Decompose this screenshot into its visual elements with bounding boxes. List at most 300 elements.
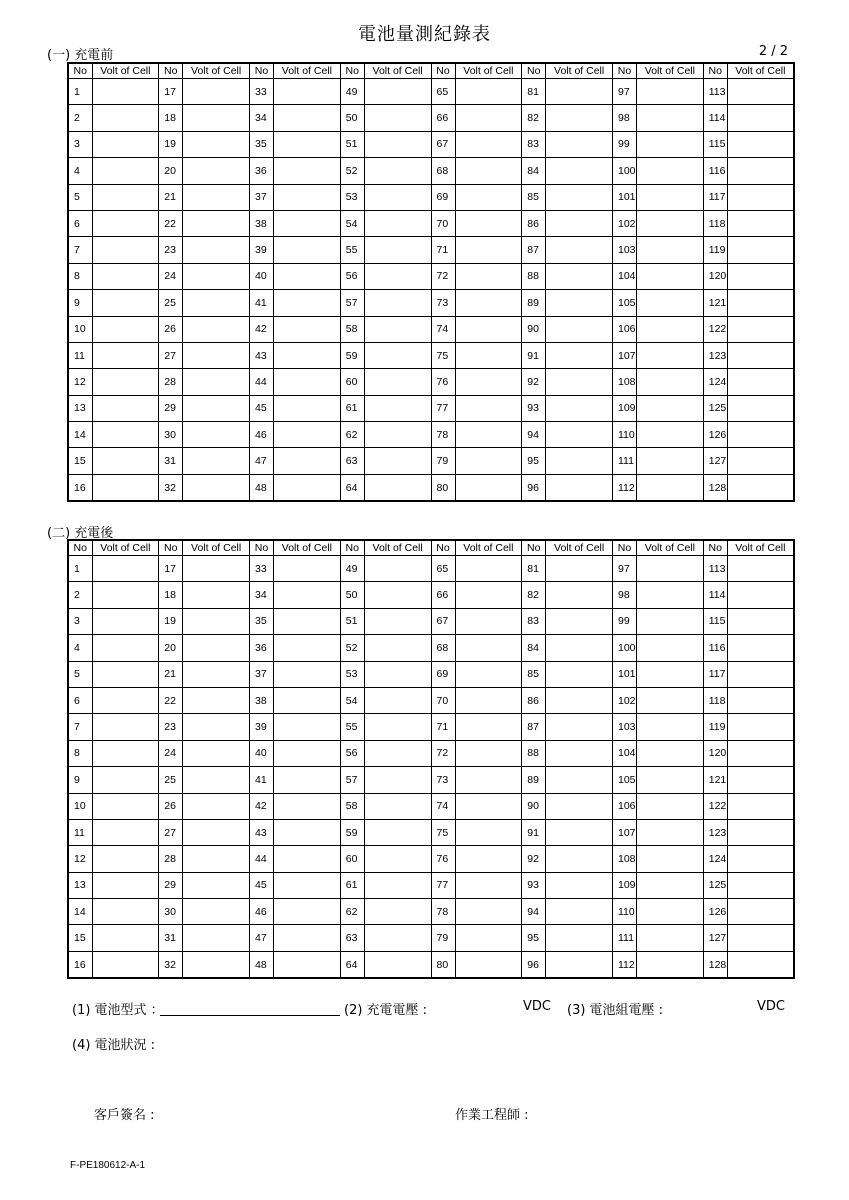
volt-of-cell-input[interactable] xyxy=(727,608,794,634)
volt-of-cell-input[interactable] xyxy=(274,105,341,131)
cell-number: 108 xyxy=(613,369,637,395)
table-header-row xyxy=(68,540,794,556)
volt-of-cell-input[interactable] xyxy=(455,316,522,342)
cell-number: 57 xyxy=(340,290,364,316)
volt-of-cell-input[interactable] xyxy=(183,899,250,925)
volt-of-cell-input[interactable] xyxy=(546,474,613,501)
cell-number: 32 xyxy=(159,474,183,501)
volt-of-cell-input[interactable] xyxy=(364,369,431,395)
volt-of-cell-input[interactable] xyxy=(92,740,159,766)
volt-of-cell-input[interactable] xyxy=(637,79,704,105)
volt-of-cell-input[interactable] xyxy=(364,342,431,368)
volt-of-cell-input[interactable] xyxy=(546,872,613,898)
volt-of-cell-input[interactable] xyxy=(183,290,250,316)
volt-of-cell-input[interactable] xyxy=(727,422,794,448)
cell-number: 49 xyxy=(340,556,364,582)
volt-of-cell-input[interactable] xyxy=(455,184,522,210)
volt-of-cell-input[interactable] xyxy=(727,316,794,342)
volt-of-cell-input[interactable] xyxy=(546,687,613,713)
volt-of-cell-input[interactable] xyxy=(727,395,794,421)
volt-of-cell-input[interactable] xyxy=(727,448,794,474)
volt-of-cell-input[interactable] xyxy=(364,740,431,766)
volt-of-cell-input[interactable] xyxy=(92,925,159,951)
volt-of-cell-input[interactable] xyxy=(92,369,159,395)
volt-of-cell-input[interactable] xyxy=(364,237,431,263)
volt-of-cell-input[interactable] xyxy=(727,210,794,236)
volt-of-cell-input[interactable] xyxy=(92,714,159,740)
column-header-no: No xyxy=(250,540,274,556)
cell-number: 66 xyxy=(431,105,455,131)
volt-of-cell-input[interactable] xyxy=(546,635,613,661)
volt-of-cell-input[interactable] xyxy=(727,582,794,608)
volt-of-cell-input[interactable] xyxy=(727,661,794,687)
volt-of-cell-input[interactable] xyxy=(92,263,159,289)
volt-of-cell-input[interactable] xyxy=(92,582,159,608)
volt-of-cell-input[interactable] xyxy=(727,474,794,501)
volt-of-cell-input[interactable] xyxy=(637,635,704,661)
volt-of-cell-input[interactable] xyxy=(727,635,794,661)
volt-of-cell-input[interactable] xyxy=(455,740,522,766)
volt-of-cell-input[interactable] xyxy=(455,872,522,898)
volt-of-cell-input[interactable] xyxy=(546,582,613,608)
cell-number: 52 xyxy=(340,635,364,661)
volt-of-cell-input[interactable] xyxy=(455,556,522,582)
volt-of-cell-input[interactable] xyxy=(637,105,704,131)
volt-of-cell-input[interactable] xyxy=(274,290,341,316)
volt-of-cell-input[interactable] xyxy=(274,422,341,448)
table-row xyxy=(68,846,794,872)
volt-of-cell-input[interactable] xyxy=(274,635,341,661)
volt-of-cell-input[interactable] xyxy=(455,448,522,474)
volt-of-cell-input[interactable] xyxy=(183,951,250,978)
volt-of-cell-input[interactable] xyxy=(364,263,431,289)
volt-of-cell-input[interactable] xyxy=(546,237,613,263)
volt-of-cell-input[interactable] xyxy=(274,740,341,766)
volt-of-cell-input[interactable] xyxy=(183,210,250,236)
volt-of-cell-input[interactable] xyxy=(183,263,250,289)
cell-number: 116 xyxy=(703,635,727,661)
volt-of-cell-input[interactable] xyxy=(546,925,613,951)
volt-of-cell-input[interactable] xyxy=(727,925,794,951)
volt-of-cell-input[interactable] xyxy=(455,582,522,608)
volt-of-cell-input[interactable] xyxy=(92,661,159,687)
volt-of-cell-input[interactable] xyxy=(637,925,704,951)
volt-of-cell-input[interactable] xyxy=(274,846,341,872)
volt-of-cell-input[interactable] xyxy=(546,105,613,131)
cell-number: 43 xyxy=(250,819,274,845)
volt-of-cell-input[interactable] xyxy=(455,635,522,661)
volt-of-cell-input[interactable] xyxy=(92,951,159,978)
volt-of-cell-input[interactable] xyxy=(546,422,613,448)
volt-of-cell-input[interactable] xyxy=(364,767,431,793)
volt-of-cell-input[interactable] xyxy=(274,714,341,740)
cell-number: 30 xyxy=(159,899,183,925)
volt-of-cell-input[interactable] xyxy=(364,846,431,872)
volt-of-cell-input[interactable] xyxy=(274,131,341,157)
volt-of-cell-input[interactable] xyxy=(364,819,431,845)
volt-of-cell-input[interactable] xyxy=(364,79,431,105)
volt-of-cell-input[interactable] xyxy=(364,582,431,608)
volt-of-cell-input[interactable] xyxy=(92,237,159,263)
volt-of-cell-input[interactable] xyxy=(546,556,613,582)
volt-of-cell-input[interactable] xyxy=(455,79,522,105)
volt-of-cell-input[interactable] xyxy=(727,793,794,819)
volt-of-cell-input[interactable] xyxy=(92,474,159,501)
volt-of-cell-input[interactable] xyxy=(364,793,431,819)
volt-of-cell-input[interactable] xyxy=(183,635,250,661)
volt-of-cell-input[interactable] xyxy=(183,608,250,634)
volt-of-cell-input[interactable] xyxy=(455,608,522,634)
volt-of-cell-input[interactable] xyxy=(637,740,704,766)
volt-of-cell-input[interactable] xyxy=(274,767,341,793)
volt-of-cell-input[interactable] xyxy=(455,714,522,740)
column-header-volt-of-cell: Volt of Cell xyxy=(274,540,341,556)
volt-of-cell-input[interactable] xyxy=(92,316,159,342)
table-row xyxy=(68,158,794,184)
volt-of-cell-input[interactable] xyxy=(546,263,613,289)
volt-of-cell-input[interactable] xyxy=(183,474,250,501)
volt-of-cell-input[interactable] xyxy=(546,846,613,872)
table-row xyxy=(68,210,794,236)
volt-of-cell-input[interactable] xyxy=(274,237,341,263)
cell-number: 67 xyxy=(431,608,455,634)
volt-of-cell-input[interactable] xyxy=(92,210,159,236)
volt-of-cell-input[interactable] xyxy=(455,131,522,157)
volt-of-cell-input[interactable] xyxy=(274,316,341,342)
volt-of-cell-input[interactable] xyxy=(455,210,522,236)
volt-of-cell-input[interactable] xyxy=(637,608,704,634)
volt-of-cell-input[interactable] xyxy=(364,925,431,951)
volt-of-cell-input[interactable] xyxy=(546,819,613,845)
volt-of-cell-input[interactable] xyxy=(274,158,341,184)
volt-of-cell-input[interactable] xyxy=(637,158,704,184)
volt-of-cell-input[interactable] xyxy=(183,184,250,210)
volt-of-cell-input[interactable] xyxy=(455,105,522,131)
volt-of-cell-input[interactable] xyxy=(92,158,159,184)
volt-of-cell-input[interactable] xyxy=(455,369,522,395)
volt-of-cell-input[interactable] xyxy=(637,951,704,978)
table-row xyxy=(68,79,794,105)
volt-of-cell-input[interactable] xyxy=(364,687,431,713)
volt-of-cell-input[interactable] xyxy=(727,342,794,368)
volt-of-cell-input[interactable] xyxy=(546,158,613,184)
volt-of-cell-input[interactable] xyxy=(183,448,250,474)
battery-model-field[interactable] xyxy=(160,1015,340,1016)
volt-of-cell-input[interactable] xyxy=(183,872,250,898)
volt-of-cell-input[interactable] xyxy=(455,422,522,448)
volt-of-cell-input[interactable] xyxy=(274,474,341,501)
volt-of-cell-input[interactable] xyxy=(92,793,159,819)
volt-of-cell-input[interactable] xyxy=(274,263,341,289)
volt-of-cell-input[interactable] xyxy=(364,316,431,342)
volt-of-cell-input[interactable] xyxy=(455,237,522,263)
volt-of-cell-input[interactable] xyxy=(364,899,431,925)
volt-of-cell-input[interactable] xyxy=(92,290,159,316)
volt-of-cell-input[interactable] xyxy=(364,158,431,184)
volt-of-cell-input[interactable] xyxy=(546,608,613,634)
column-header-no: No xyxy=(522,540,546,556)
volt-of-cell-input[interactable] xyxy=(183,819,250,845)
volt-of-cell-input[interactable] xyxy=(637,131,704,157)
volt-of-cell-input[interactable] xyxy=(455,899,522,925)
volt-of-cell-input[interactable] xyxy=(455,158,522,184)
volt-of-cell-input[interactable] xyxy=(274,793,341,819)
volt-of-cell-input[interactable] xyxy=(92,819,159,845)
volt-of-cell-input[interactable] xyxy=(455,767,522,793)
volt-of-cell-input[interactable] xyxy=(637,714,704,740)
volt-of-cell-input[interactable] xyxy=(183,661,250,687)
volt-of-cell-input[interactable] xyxy=(637,422,704,448)
volt-of-cell-input[interactable] xyxy=(274,369,341,395)
volt-of-cell-input[interactable] xyxy=(727,369,794,395)
volt-of-cell-input[interactable] xyxy=(727,872,794,898)
volt-of-cell-input[interactable] xyxy=(92,846,159,872)
volt-of-cell-input[interactable] xyxy=(183,158,250,184)
volt-of-cell-input[interactable] xyxy=(727,714,794,740)
volt-of-cell-input[interactable] xyxy=(637,582,704,608)
volt-of-cell-input[interactable] xyxy=(183,342,250,368)
table-row xyxy=(68,582,794,608)
volt-of-cell-input[interactable] xyxy=(455,342,522,368)
volt-of-cell-input[interactable] xyxy=(546,290,613,316)
volt-of-cell-input[interactable] xyxy=(455,687,522,713)
cell-number: 109 xyxy=(613,395,637,421)
volt-of-cell-input[interactable] xyxy=(364,422,431,448)
volt-of-cell-input[interactable] xyxy=(546,316,613,342)
volt-of-cell-input[interactable] xyxy=(455,263,522,289)
volt-of-cell-input[interactable] xyxy=(637,290,704,316)
volt-of-cell-input[interactable] xyxy=(274,448,341,474)
cell-number: 88 xyxy=(522,263,546,289)
volt-of-cell-input[interactable] xyxy=(92,79,159,105)
volt-of-cell-input[interactable] xyxy=(637,767,704,793)
volt-of-cell-input[interactable] xyxy=(364,448,431,474)
volt-of-cell-input[interactable] xyxy=(364,131,431,157)
volt-of-cell-input[interactable] xyxy=(727,184,794,210)
volt-of-cell-input[interactable] xyxy=(92,131,159,157)
volt-of-cell-input[interactable] xyxy=(727,899,794,925)
cell-number: 126 xyxy=(703,899,727,925)
volt-of-cell-input[interactable] xyxy=(455,290,522,316)
cell-number: 5 xyxy=(68,661,92,687)
volt-of-cell-input[interactable] xyxy=(364,608,431,634)
volt-of-cell-input[interactable] xyxy=(455,819,522,845)
volt-of-cell-input[interactable] xyxy=(274,582,341,608)
volt-of-cell-input[interactable] xyxy=(637,369,704,395)
volt-of-cell-input[interactable] xyxy=(183,395,250,421)
volt-of-cell-input[interactable] xyxy=(637,263,704,289)
cell-number: 3 xyxy=(68,608,92,634)
volt-of-cell-input[interactable] xyxy=(274,342,341,368)
volt-of-cell-input[interactable] xyxy=(727,846,794,872)
volt-of-cell-input[interactable] xyxy=(183,369,250,395)
volt-of-cell-input[interactable] xyxy=(274,899,341,925)
volt-of-cell-input[interactable] xyxy=(455,846,522,872)
volt-of-cell-input[interactable] xyxy=(546,661,613,687)
volt-of-cell-input[interactable] xyxy=(455,661,522,687)
table-row xyxy=(68,925,794,951)
volt-of-cell-input[interactable] xyxy=(546,767,613,793)
volt-of-cell-input[interactable] xyxy=(92,105,159,131)
volt-of-cell-input[interactable] xyxy=(546,395,613,421)
volt-of-cell-input[interactable] xyxy=(637,474,704,501)
volt-of-cell-input[interactable] xyxy=(183,793,250,819)
volt-of-cell-input[interactable] xyxy=(92,184,159,210)
cell-number: 54 xyxy=(340,210,364,236)
volt-of-cell-input[interactable] xyxy=(274,556,341,582)
cell-number: 86 xyxy=(522,687,546,713)
volt-of-cell-input[interactable] xyxy=(637,819,704,845)
volt-of-cell-input[interactable] xyxy=(637,872,704,898)
volt-of-cell-input[interactable] xyxy=(364,210,431,236)
volt-of-cell-input[interactable] xyxy=(637,448,704,474)
cell-number: 66 xyxy=(431,582,455,608)
volt-of-cell-input[interactable] xyxy=(274,661,341,687)
volt-of-cell-input[interactable] xyxy=(183,105,250,131)
volt-of-cell-input[interactable] xyxy=(183,714,250,740)
volt-of-cell-input[interactable] xyxy=(637,661,704,687)
volt-of-cell-input[interactable] xyxy=(274,79,341,105)
volt-of-cell-input[interactable] xyxy=(637,793,704,819)
volt-of-cell-input[interactable] xyxy=(546,740,613,766)
volt-of-cell-input[interactable] xyxy=(183,131,250,157)
cell-number: 2 xyxy=(68,582,92,608)
volt-of-cell-input[interactable] xyxy=(183,79,250,105)
volt-of-cell-input[interactable] xyxy=(546,951,613,978)
volt-of-cell-input[interactable] xyxy=(637,316,704,342)
volt-of-cell-input[interactable] xyxy=(546,79,613,105)
volt-of-cell-input[interactable] xyxy=(364,184,431,210)
volt-of-cell-input[interactable] xyxy=(274,819,341,845)
volt-of-cell-input[interactable] xyxy=(364,661,431,687)
cell-number: 92 xyxy=(522,846,546,872)
volt-of-cell-input[interactable] xyxy=(546,369,613,395)
volt-of-cell-input[interactable] xyxy=(727,767,794,793)
volt-of-cell-input[interactable] xyxy=(92,899,159,925)
volt-of-cell-input[interactable] xyxy=(274,687,341,713)
volt-of-cell-input[interactable] xyxy=(274,608,341,634)
volt-of-cell-input[interactable] xyxy=(727,819,794,845)
volt-of-cell-input[interactable] xyxy=(637,899,704,925)
volt-of-cell-input[interactable] xyxy=(727,158,794,184)
volt-of-cell-input[interactable] xyxy=(546,899,613,925)
cell-number: 81 xyxy=(522,556,546,582)
volt-of-cell-input[interactable] xyxy=(546,131,613,157)
volt-of-cell-input[interactable] xyxy=(364,872,431,898)
volt-of-cell-input[interactable] xyxy=(455,474,522,501)
volt-of-cell-input[interactable] xyxy=(727,79,794,105)
column-header-no: No xyxy=(250,63,274,79)
volt-of-cell-input[interactable] xyxy=(183,422,250,448)
volt-of-cell-input[interactable] xyxy=(546,793,613,819)
volt-of-cell-input[interactable] xyxy=(92,395,159,421)
volt-of-cell-input[interactable] xyxy=(92,608,159,634)
volt-of-cell-input[interactable] xyxy=(455,925,522,951)
cell-number: 22 xyxy=(159,687,183,713)
volt-of-cell-input[interactable] xyxy=(274,395,341,421)
volt-of-cell-input[interactable] xyxy=(637,210,704,236)
volt-of-cell-input[interactable] xyxy=(727,687,794,713)
volt-of-cell-input[interactable] xyxy=(274,925,341,951)
volt-of-cell-input[interactable] xyxy=(92,872,159,898)
volt-of-cell-input[interactable] xyxy=(183,925,250,951)
volt-of-cell-input[interactable] xyxy=(364,556,431,582)
volt-of-cell-input[interactable] xyxy=(455,793,522,819)
volt-of-cell-input[interactable] xyxy=(92,422,159,448)
cell-number: 105 xyxy=(613,290,637,316)
volt-of-cell-input[interactable] xyxy=(364,635,431,661)
volt-of-cell-input[interactable] xyxy=(727,263,794,289)
volt-of-cell-input[interactable] xyxy=(183,582,250,608)
volt-of-cell-input[interactable] xyxy=(546,448,613,474)
volt-of-cell-input[interactable] xyxy=(727,237,794,263)
volt-of-cell-input[interactable] xyxy=(727,105,794,131)
volt-of-cell-input[interactable] xyxy=(727,131,794,157)
volt-of-cell-input[interactable] xyxy=(364,105,431,131)
volt-of-cell-input[interactable] xyxy=(546,342,613,368)
volt-of-cell-input[interactable] xyxy=(637,342,704,368)
volt-of-cell-input[interactable] xyxy=(637,237,704,263)
volt-of-cell-input[interactable] xyxy=(364,395,431,421)
column-header-volt-of-cell: Volt of Cell xyxy=(546,63,613,79)
cell-number: 9 xyxy=(68,767,92,793)
volt-of-cell-input[interactable] xyxy=(637,184,704,210)
volt-of-cell-input[interactable] xyxy=(637,846,704,872)
volt-of-cell-input[interactable] xyxy=(637,395,704,421)
volt-of-cell-input[interactable] xyxy=(183,237,250,263)
volt-of-cell-input[interactable] xyxy=(183,740,250,766)
volt-of-cell-input[interactable] xyxy=(364,290,431,316)
volt-of-cell-input[interactable] xyxy=(364,474,431,501)
volt-of-cell-input[interactable] xyxy=(92,342,159,368)
cell-number: 63 xyxy=(340,925,364,951)
volt-of-cell-input[interactable] xyxy=(727,290,794,316)
volt-of-cell-input[interactable] xyxy=(364,951,431,978)
volt-of-cell-input[interactable] xyxy=(92,687,159,713)
volt-of-cell-input[interactable] xyxy=(727,556,794,582)
volt-of-cell-input[interactable] xyxy=(92,556,159,582)
volt-of-cell-input[interactable] xyxy=(183,556,250,582)
volt-of-cell-input[interactable] xyxy=(183,846,250,872)
volt-of-cell-input[interactable] xyxy=(546,184,613,210)
volt-of-cell-input[interactable] xyxy=(183,316,250,342)
volt-of-cell-input[interactable] xyxy=(183,767,250,793)
cell-number: 119 xyxy=(703,714,727,740)
volt-of-cell-input[interactable] xyxy=(183,687,250,713)
volt-of-cell-input[interactable] xyxy=(274,951,341,978)
volt-of-cell-input[interactable] xyxy=(637,556,704,582)
cell-number: 20 xyxy=(159,635,183,661)
volt-of-cell-input[interactable] xyxy=(727,951,794,978)
volt-of-cell-input[interactable] xyxy=(546,210,613,236)
volt-of-cell-input[interactable] xyxy=(92,635,159,661)
volt-of-cell-input[interactable] xyxy=(455,395,522,421)
cell-number: 128 xyxy=(703,951,727,978)
volt-of-cell-input[interactable] xyxy=(274,872,341,898)
column-header-volt-of-cell: Volt of Cell xyxy=(183,540,250,556)
volt-of-cell-input[interactable] xyxy=(274,184,341,210)
column-header-volt-of-cell: Volt of Cell xyxy=(637,63,704,79)
volt-of-cell-input[interactable] xyxy=(364,714,431,740)
volt-of-cell-input[interactable] xyxy=(455,951,522,978)
volt-of-cell-input[interactable] xyxy=(92,767,159,793)
volt-of-cell-input[interactable] xyxy=(274,210,341,236)
cell-number: 18 xyxy=(159,582,183,608)
volt-of-cell-input[interactable] xyxy=(637,687,704,713)
volt-of-cell-input[interactable] xyxy=(727,740,794,766)
volt-of-cell-input[interactable] xyxy=(92,448,159,474)
volt-of-cell-input[interactable] xyxy=(546,714,613,740)
